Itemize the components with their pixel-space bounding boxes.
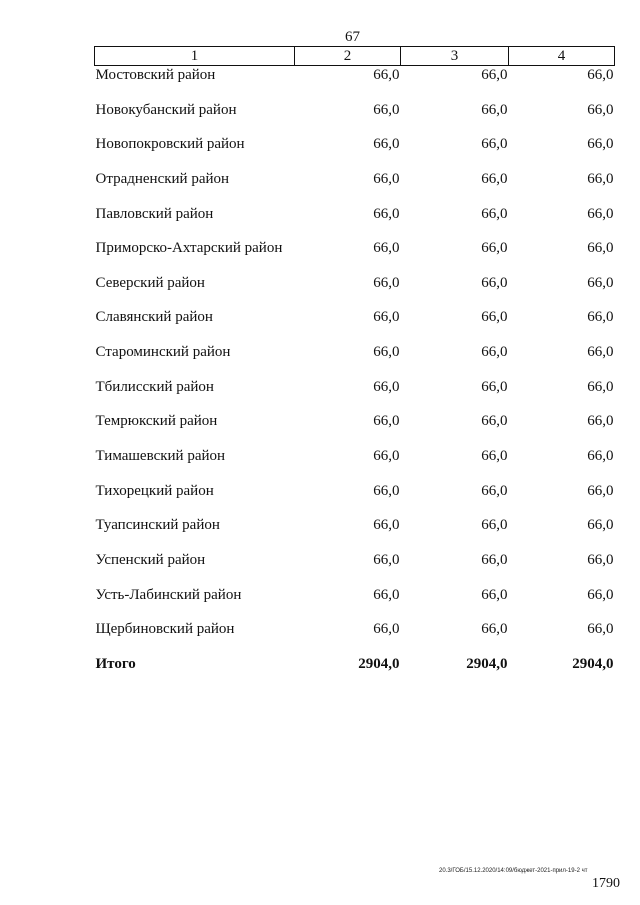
value-col-2: 66,0 [373, 448, 400, 465]
value-col-2: 66,0 [373, 136, 400, 153]
district-name: Славянский район [95, 309, 213, 326]
value-col-4: 66,0 [587, 170, 614, 187]
district-name: Усть-Лабинский район [95, 586, 242, 603]
value-col-3: 66,0 [481, 621, 508, 638]
column-header: 2 [295, 47, 401, 66]
value-col-4: 66,0 [587, 344, 614, 361]
table-body [95, 47, 615, 673]
value-col-4: 66,0 [587, 482, 614, 499]
value-col-4: 66,0 [587, 517, 614, 534]
value-col-3: 66,0 [481, 378, 508, 395]
value-col-2: 66,0 [373, 378, 400, 395]
table-row [95, 551, 615, 586]
table-row [95, 205, 615, 240]
table-row [95, 482, 615, 517]
value-col-2: 66,0 [373, 205, 400, 222]
value-col-3: 2904,0 [466, 655, 508, 672]
value-col-3: 66,0 [481, 170, 508, 187]
value-col-4: 66,0 [587, 136, 614, 153]
value-col-3: 66,0 [481, 482, 508, 499]
table-row [95, 308, 615, 343]
value-col-2: 66,0 [373, 344, 400, 361]
value-col-2: 66,0 [373, 482, 400, 499]
total-label: Итого [95, 655, 136, 672]
value-col-2: 66,0 [373, 274, 400, 291]
district-name: Староминский район [95, 344, 231, 361]
table-row [95, 239, 615, 274]
table-row [95, 412, 615, 447]
table-row [95, 620, 615, 655]
total-row [95, 655, 615, 673]
value-col-4: 66,0 [587, 448, 614, 465]
value-col-3: 66,0 [481, 344, 508, 361]
district-name: Павловский район [95, 205, 214, 222]
column-number-header [95, 47, 615, 66]
value-col-4: 2904,0 [572, 655, 614, 672]
district-name: Новопокровский район [95, 136, 245, 153]
value-col-2: 66,0 [373, 586, 400, 603]
table-row [95, 135, 615, 170]
value-col-3: 66,0 [481, 517, 508, 534]
district-name: Приморско-Ахтарский район [95, 240, 283, 257]
value-col-3: 66,0 [481, 586, 508, 603]
table-row [95, 586, 615, 621]
budget-table [94, 46, 615, 673]
page-number: 67 [345, 29, 360, 45]
value-col-2: 66,0 [373, 551, 400, 568]
sheet-number: 1790 [592, 876, 620, 891]
column-header: 4 [509, 47, 615, 66]
value-col-2: 66,0 [373, 309, 400, 326]
table-row [95, 274, 615, 309]
district-name: Тбилисский район [95, 378, 214, 395]
value-col-4: 66,0 [587, 274, 614, 291]
district-name: Тихорецкий район [95, 482, 214, 499]
district-name: Тимашевский район [95, 448, 226, 465]
value-col-4: 66,0 [587, 240, 614, 257]
table-row [95, 343, 615, 378]
value-col-3: 66,0 [481, 101, 508, 118]
table-row [95, 378, 615, 413]
value-col-3: 66,0 [481, 413, 508, 430]
footer-document-code: 20.3/ГОБ/15.12.2020/14:09/бюджет-2021-прил-19-2 чт [439, 868, 588, 874]
value-col-4: 66,0 [587, 586, 614, 603]
value-col-4: 66,0 [587, 413, 614, 430]
table-row [95, 66, 615, 101]
district-name: Темрюкский район [95, 413, 218, 430]
value-col-2: 66,0 [373, 240, 400, 257]
district-name: Успенский район [95, 551, 206, 568]
value-col-2: 66,0 [373, 170, 400, 187]
value-col-3: 66,0 [481, 205, 508, 222]
value-col-3: 66,0 [481, 551, 508, 568]
value-col-3: 66,0 [481, 448, 508, 465]
district-name: Северский район [95, 274, 205, 291]
district-name: Туапсинский район [95, 517, 220, 534]
table-row [95, 516, 615, 551]
value-col-4: 66,0 [587, 378, 614, 395]
value-col-3: 66,0 [481, 274, 508, 291]
value-col-4: 66,0 [587, 205, 614, 222]
value-col-2: 2904,0 [358, 655, 400, 672]
column-header: 1 [95, 47, 295, 66]
value-col-4: 66,0 [587, 551, 614, 568]
table-row [95, 101, 615, 136]
district-name: Отрадненский район [95, 170, 230, 187]
value-col-3: 66,0 [481, 136, 508, 153]
district-name: Новокубанский район [95, 101, 237, 118]
value-col-2: 66,0 [373, 67, 400, 83]
table-row [95, 447, 615, 482]
table-row [95, 170, 615, 205]
value-col-3: 66,0 [481, 309, 508, 326]
value-col-2: 66,0 [373, 621, 400, 638]
value-col-4: 66,0 [587, 101, 614, 118]
value-col-3: 66,0 [481, 240, 508, 257]
value-col-2: 66,0 [373, 413, 400, 430]
value-col-2: 66,0 [373, 101, 400, 118]
district-name: Мостовский район [95, 67, 216, 83]
value-col-3: 66,0 [481, 67, 508, 83]
value-col-4: 66,0 [587, 621, 614, 638]
district-name: Щербиновский район [95, 621, 235, 638]
value-col-4: 66,0 [587, 309, 614, 326]
value-col-2: 66,0 [373, 517, 400, 534]
value-col-4: 66,0 [587, 67, 614, 83]
column-header: 3 [401, 47, 509, 66]
